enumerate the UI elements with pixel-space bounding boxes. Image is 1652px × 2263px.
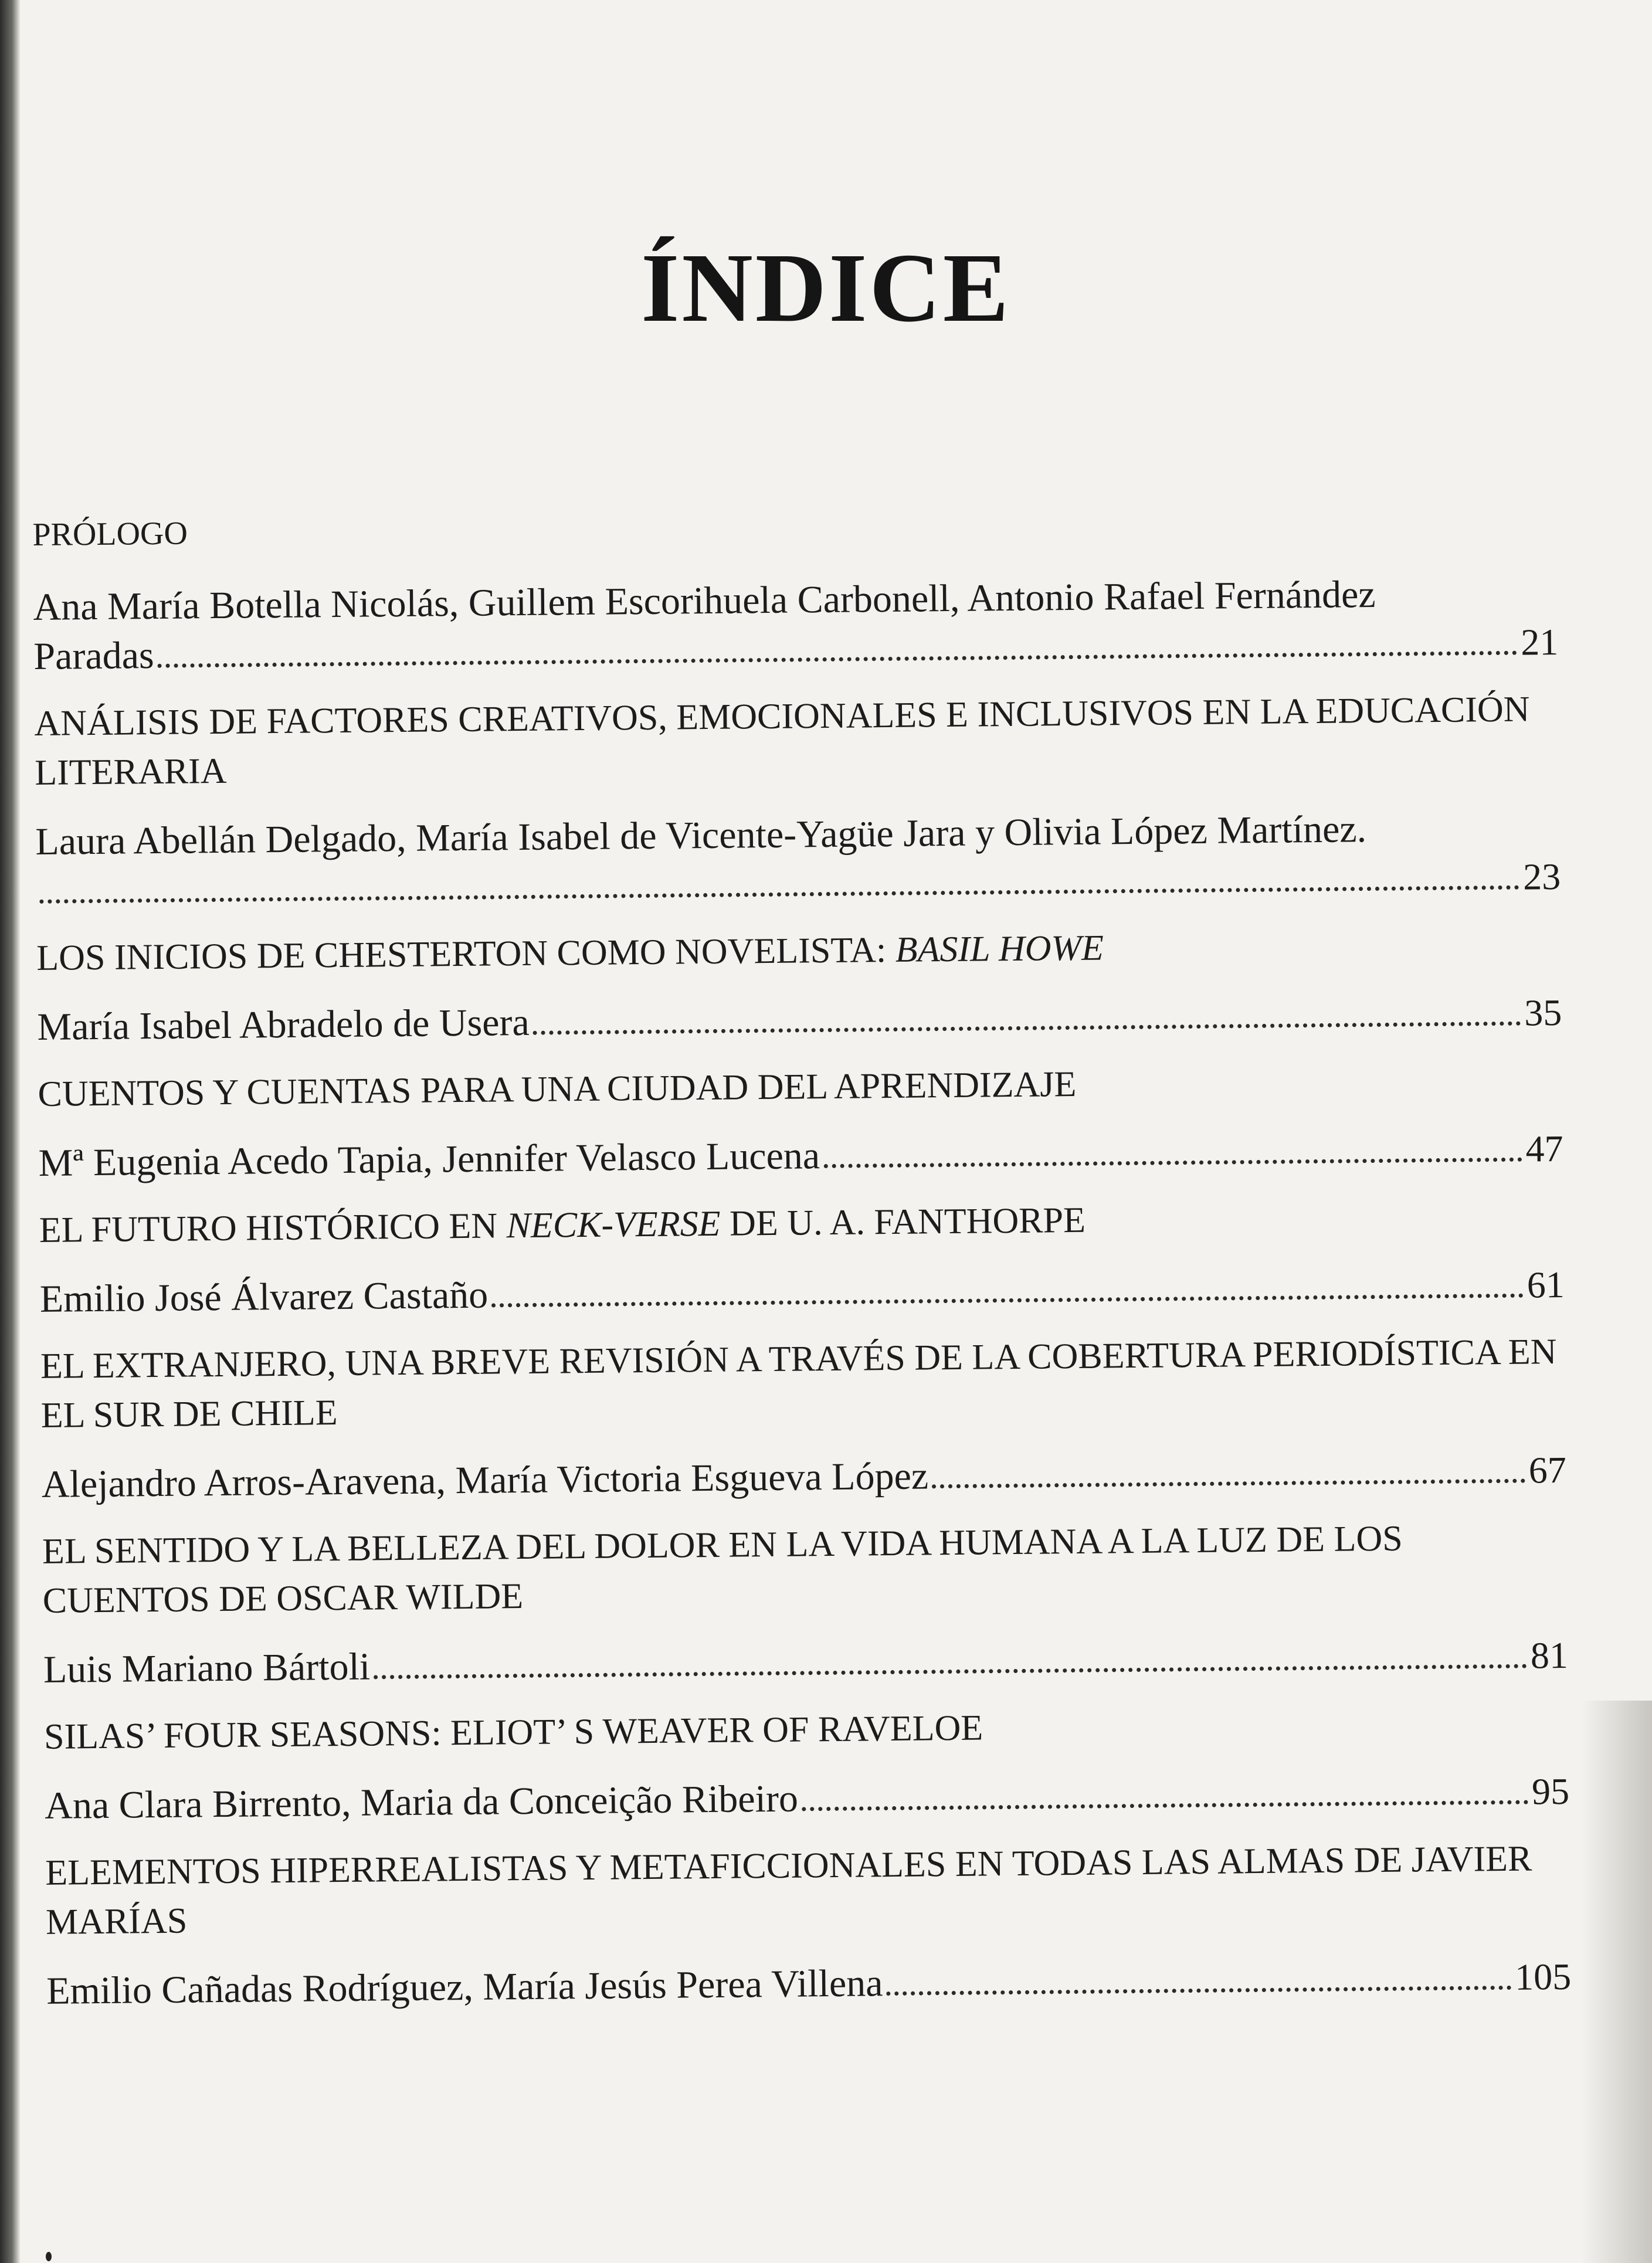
author-names: Emilio José Álvarez Castaño [39, 1273, 489, 1321]
toc-author [40, 1260, 1565, 1324]
dot-leader [39, 885, 1519, 904]
heading-italic-title: NECK-VERSE [506, 1203, 721, 1246]
ink-speck [46, 2252, 52, 2261]
toc-entry [44, 1698, 1570, 1831]
toc-heading: EL SENTIDO Y LA BELLEZA DEL DOLOR EN LA VIDA HUMANA A LA LUZ DE LOS CUENTOS DE OSCAR WILDE [42, 1518, 1403, 1621]
toc-entry [38, 1055, 1563, 1188]
heading-italic-title: BASIL HOWE [895, 928, 1104, 970]
toc-heading: SILAS’ FOUR SEASONS: ELIOT’ S WEAVER OF RAVELOE [43, 1708, 983, 1757]
toc-heading: CUENTOS Y CUENTAS PARA UNA CIUDAD DEL APRENDIZAJE [38, 1064, 1077, 1114]
heading-text-suffix: DE U. A. FANTHORPE [720, 1200, 1086, 1244]
toc-entry [42, 1512, 1569, 1695]
toc-heading [36, 919, 1562, 983]
dot-leader [158, 651, 1518, 668]
dot-leader [374, 1664, 1527, 1680]
author-names-continued: Paradas [33, 634, 155, 678]
page-number[interactable]: 95 [1531, 1770, 1570, 1813]
toc-entry [34, 684, 1561, 916]
dot-leader [823, 1158, 1522, 1168]
dot-leader [533, 1022, 1521, 1035]
toc-heading: ANÁLISIS DE FACTORES CREATIVOS, EMOCIONALES E INCLUSIVOS EN LA EDUCACIÓN LITERARIA [34, 689, 1530, 793]
toc-author [38, 1124, 1563, 1188]
page-shadow [1582, 1701, 1652, 2263]
page-number[interactable]: 47 [1525, 1127, 1563, 1170]
dot-leader [491, 1294, 1524, 1308]
page-title: ÍNDICE [641, 233, 1011, 342]
toc-heading: EL EXTRANJERO, UNA BREVE REVISIÓN A TRAVÉS DE LA COBERTURA PERIODÍSTICA EN EL SUR DE CHILE [40, 1332, 1557, 1436]
dot-leader [932, 1479, 1525, 1489]
page-number[interactable]: 61 [1527, 1263, 1565, 1306]
author-names: Mª Eugenia Acedo Tapia, Jennifer Velasco Lucena [38, 1134, 820, 1185]
toc-entry [32, 496, 1559, 681]
toc-entry [45, 1834, 1572, 2016]
toc-author [33, 568, 1558, 681]
author-names: Alejandro Arros-Aravena, María Victoria Esgueva López [41, 1454, 929, 1506]
author-names: Emilio Cañadas Rodríguez, María Jesús Perea Villena [46, 1962, 883, 2013]
toc-heading: ELEMENTOS HIPERREALISTAS Y METAFICCIONALES EN TODAS LAS ALMAS DE JAVIER MARÍAS [45, 1838, 1532, 1942]
toc-entry [40, 1327, 1567, 1509]
toc-entry [36, 919, 1562, 1052]
heading-text: LOS INICIOS DE CHESTERTON COMO NOVELISTA: [36, 929, 895, 978]
page-number[interactable]: 105 [1514, 1955, 1572, 1998]
toc-heading [39, 1191, 1564, 1255]
page-number[interactable]: 21 [1520, 621, 1559, 663]
table-of-contents [32, 496, 1572, 2034]
toc-author [45, 1767, 1570, 1831]
page-number[interactable]: 67 [1528, 1448, 1567, 1491]
dot-leader [802, 1800, 1528, 1811]
heading-text: EL FUTURO HISTÓRICO EN [39, 1206, 507, 1250]
toc-author [35, 803, 1561, 916]
author-names: Ana María Botella Nicolás, Guillem Escorihuela Carbonell, Antonio Rafael Fernández [33, 573, 1376, 629]
page-number[interactable]: 23 [1522, 856, 1561, 898]
toc-author [43, 1631, 1569, 1695]
author-names: Laura Abellán Delgado, María Isabel de Vicente-Yagüe Jara y Olivia López Martínez. [35, 808, 1367, 863]
toc-author [42, 1446, 1567, 1509]
toc-author [46, 1952, 1572, 2016]
page-number[interactable]: 81 [1530, 1634, 1569, 1677]
toc-heading: PRÓLOGO [32, 515, 188, 553]
toc-author [37, 988, 1562, 1052]
page-number[interactable]: 35 [1524, 992, 1562, 1034]
author-names: Luis Mariano Bártoli [43, 1645, 371, 1691]
dot-leader [887, 1986, 1512, 1996]
toc-entry [39, 1191, 1565, 1324]
author-names: María Isabel Abradelo de Usera [37, 1000, 530, 1049]
author-names: Ana Clara Birrento, Maria da Conceição Ribeiro [44, 1777, 799, 1827]
